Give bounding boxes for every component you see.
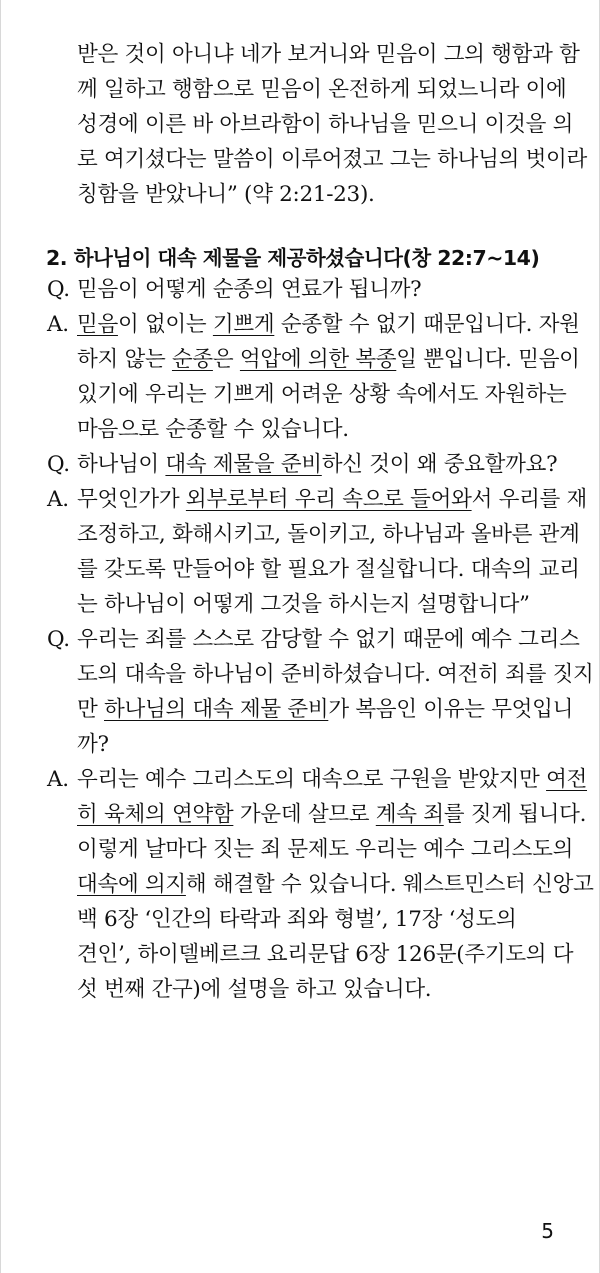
underlined-phrase: 외부로부터 우리 속으로 들어와 <box>185 487 472 512</box>
text-run: 가 복음인 이유는 무엇입니 <box>328 697 574 722</box>
underlined-phrase: 억압에 의한 복종 <box>239 347 397 372</box>
text-run: 일 뿐입니다. 믿음이 <box>396 347 580 372</box>
text-run: 하나님이 <box>77 452 166 477</box>
text-run: 순종할 수 없기 때문입니다. 자원 <box>274 312 580 337</box>
answer-line: 백 6장 ‘인간의 타락과 죄와 형벌’, 17장 ‘성도의 <box>77 907 517 932</box>
text-run: 무엇인가가 <box>77 487 186 512</box>
answer-line <box>77 485 587 515</box>
question-text: 도의 대속을 하나님이 준비하셨습니다. 여전히 죄를 짓지 <box>77 662 594 687</box>
underlined-phrase: 순종 <box>171 347 213 372</box>
question-marker: Q. <box>47 277 70 302</box>
question-text <box>77 695 573 725</box>
text-run: 해 해결할 수 있습니다. 웨스트민스터 신앙고 <box>185 872 594 897</box>
answer-line: 는 하나님이 어떻게 그것을 하시는지 설명합니다” <box>77 592 530 617</box>
answer-line <box>77 870 594 900</box>
intro-line: 성경에 이른 바 아브라함이 하나님을 믿으니 이것을 의 <box>77 112 574 137</box>
question-text: 까? <box>77 732 109 757</box>
underlined-phrase: 기쁘게 <box>212 312 275 337</box>
answer-marker: A. <box>47 767 69 792</box>
underlined-phrase: 믿음 <box>77 312 118 337</box>
underlined-phrase: 하나님의 대속 제물 준비 <box>104 697 329 722</box>
answer-line: 마음으로 순종할 수 있습니다. <box>77 417 349 442</box>
answer-line: 있기에 우리는 기쁘게 어려운 상황 속에서도 자원하는 <box>77 382 567 407</box>
question-text: 우리는 죄를 스스로 감당할 수 없기 때문에 예수 그리스 <box>77 627 580 652</box>
text-run: 가운데 살므로 <box>233 802 376 827</box>
intro-line: 께 일하고 행함으로 믿음이 온전하게 되었느니라 이에 <box>77 77 567 102</box>
answer-line: 견인’, 하이델베르크 요리문답 6장 126문(주기도의 다 <box>77 942 574 967</box>
intro-line: 로 여기셨다는 말씀이 이루어졌고 그는 하나님의 벗이라 <box>77 147 587 172</box>
text-run: 를 짓게 됩니다. <box>443 802 587 827</box>
answer-line: 섯 번째 간구)에 설명을 하고 있습니다. <box>77 977 432 1002</box>
page-edge-left <box>0 0 1 1273</box>
underlined-phrase: 여전 <box>546 767 588 792</box>
intro-line: 칭함을 받았나니” (약 2:21-23). <box>77 182 375 207</box>
answer-line <box>77 345 580 375</box>
question-text <box>77 450 557 480</box>
text-run: 하신 것이 왜 중요할까요? <box>321 452 558 477</box>
text-run: 서 우리를 재 <box>471 487 588 512</box>
question-marker: Q. <box>47 452 70 477</box>
text-run: 하지 않는 <box>77 347 172 372</box>
answer-line: 이렇게 날마다 짓는 죄 문제도 우리는 예수 그리스도의 <box>77 837 574 862</box>
text-run: 이 없이는 <box>117 312 213 337</box>
intro-line: 받은 것이 아니냐 네가 보거니와 믿음이 그의 행함과 함 <box>77 42 580 67</box>
question-text: 믿음이 어떻게 순종의 연료가 됩니까? <box>77 277 422 302</box>
answer-line <box>77 800 586 830</box>
answer-line <box>77 310 580 340</box>
answer-line: 를 갖도록 만들어야 할 필요가 절실합니다. 대속의 교리 <box>77 557 580 582</box>
text-run: 은 <box>212 347 240 372</box>
answer-marker: A. <box>47 312 69 337</box>
underlined-phrase: 대속 제물을 준비 <box>165 452 322 477</box>
underlined-phrase: 대속에 의지 <box>77 872 186 897</box>
underlined-phrase: 계속 죄 <box>375 802 444 827</box>
underlined-phrase: 히 육체의 연약함 <box>77 802 234 827</box>
section-heading: 2. 하나님이 대속 제물을 제공하셨습니다(창 22:7~14) <box>46 246 540 270</box>
text-run: 만 <box>77 697 105 722</box>
answer-line <box>77 765 587 795</box>
page-number: 5 <box>541 1219 554 1243</box>
answer-line: 조정하고, 화해시키고, 돌이키고, 하나님과 올바른 관계 <box>77 522 580 547</box>
text-run: 우리는 예수 그리스도의 대속으로 구원을 받았지만 <box>77 767 547 792</box>
question-marker: Q. <box>47 627 70 652</box>
answer-marker: A. <box>47 487 69 512</box>
